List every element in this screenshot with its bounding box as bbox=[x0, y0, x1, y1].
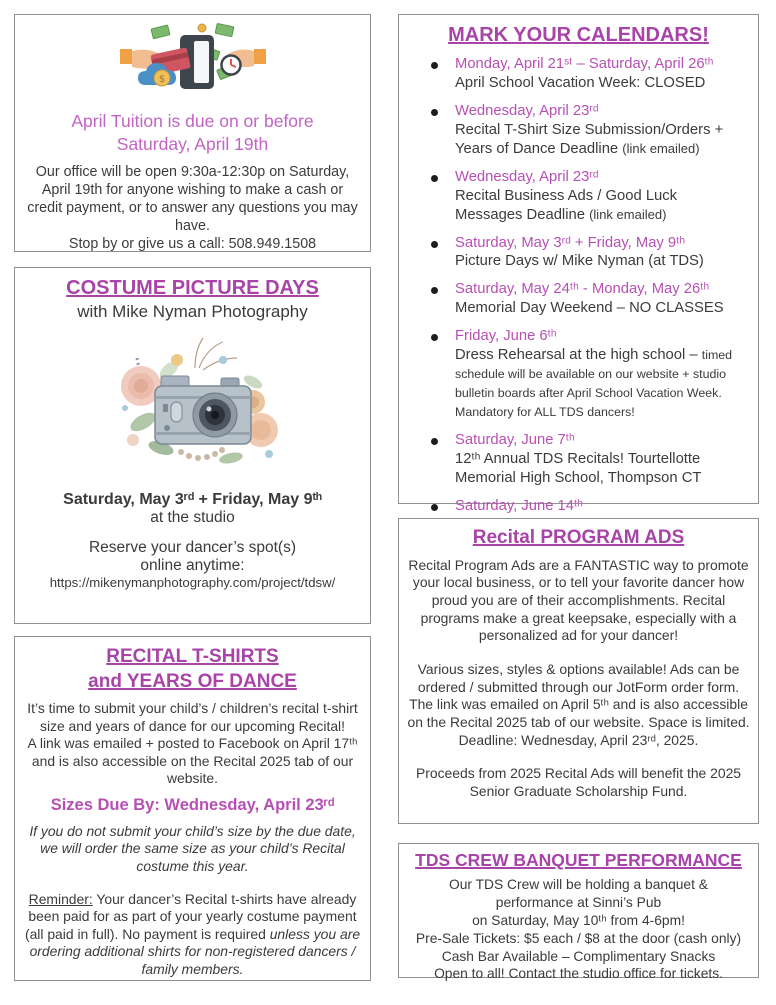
tshirt-para1: It’s time to submit your child’s / children’s recital t-shirt size and years of dance for our upcoming Recital! bbox=[27, 700, 358, 734]
event-desc-text: Recital Business Ads / Good Luck Messages Deadline bbox=[455, 187, 678, 223]
reminder-text: Your dancer’s Recital t-shirts have already been paid for as part of your yearly costume payment (all paid in full). No payment is required bbox=[24, 890, 357, 942]
event-small-text: timed schedule will be available on our website + studio bulletin boards after April School Vacation Week. Mandatory for ALL TDS dancers! bbox=[455, 348, 733, 419]
april-tuition-box bbox=[14, 14, 371, 252]
event-desc bbox=[455, 450, 748, 488]
event-desc-text: April School Vacation Week: CLOSED bbox=[455, 74, 706, 91]
reminder-italic-text: unless you are ordering additional shirts for non-registered dancers / family members. bbox=[29, 925, 361, 977]
tuition-heading-line2: Saturday, April 19th bbox=[116, 133, 269, 154]
event-desc-text: 12ᵗʰ Annual TDS Recitals! Tourtellotte Memorial High School, Thompson CT bbox=[455, 450, 702, 486]
picture-days-title: COSTUME PICTURE DAYS bbox=[66, 277, 319, 299]
event-date: Saturday, June 7ᵗʰ bbox=[455, 431, 575, 448]
picture-days-dates: Saturday, May 3ʳᵈ + Friday, May 9ᵗʰ bbox=[63, 491, 322, 508]
recital-program-ads-box bbox=[398, 518, 759, 824]
event-desc-text: Memorial Day Weekend – NO CLASSES bbox=[455, 300, 724, 317]
reminder-label: Reminder: bbox=[28, 890, 93, 907]
program-ads-para3: Proceeds from 2025 Recital Ads will benefit the 2025 Senior Graduate Scholarship Fund. bbox=[415, 765, 742, 799]
event-date: Wednesday, April 23ʳᵈ bbox=[455, 102, 599, 119]
event-desc bbox=[455, 299, 748, 318]
event-note: (link emailed) bbox=[622, 140, 700, 156]
program-ads-para2: Various sizes, styles & options available! Ads can be ordered / submitted through our JotForm order form. The link was emailed on April 5ᵗʰ and is also accessible on the Recital 2025 tab of our website. Space is limited. Deadline: Wednesday, April 23ʳᵈ, 2025. bbox=[407, 661, 750, 748]
camera-flowers-illustration-icon bbox=[23, 330, 362, 485]
mark-your-calendars-box bbox=[398, 14, 759, 514]
event-desc bbox=[455, 252, 748, 271]
calendar-event bbox=[409, 280, 748, 318]
event-desc bbox=[455, 121, 748, 159]
calendar-event-list bbox=[409, 55, 748, 535]
banquet-title: TDS CREW BANQUET PERFORMANCE bbox=[415, 850, 742, 870]
event-desc-text: Recital T-Shirt Size Submission/Orders + Years of Dance Deadline bbox=[455, 121, 724, 157]
reserve-line1: Reserve your dancer’s spot(s) bbox=[88, 539, 297, 556]
reserve-line2: online anytime: bbox=[140, 557, 245, 574]
event-desc bbox=[455, 346, 748, 422]
tshirt-reminder bbox=[24, 891, 361, 979]
event-desc bbox=[455, 74, 748, 93]
calendar-event bbox=[409, 234, 748, 272]
event-note: (link emailed) bbox=[589, 206, 667, 222]
event-date: Friday, June 6ᵗʰ bbox=[455, 328, 557, 345]
picture-days-subtitle: with Mike Nyman Photography bbox=[77, 302, 308, 321]
banquet-line: Open to all! Contact the studio office for tickets. bbox=[434, 966, 723, 982]
program-ads-title: Recital PROGRAM ADS bbox=[472, 527, 685, 548]
svg-text:$: $ bbox=[158, 74, 165, 85]
payment-illustration-icon bbox=[23, 23, 362, 106]
calendar-event bbox=[409, 55, 748, 93]
costume-picture-days-box bbox=[14, 267, 371, 624]
picture-days-location: at the studio bbox=[150, 509, 235, 526]
tuition-call-line: Stop by or give us a call: 508.949.1508 bbox=[68, 235, 317, 252]
tuition-body-text: Our office will be open 9:30a-12:30p on Saturday, April 19th for anyone wishing to make a cash or credit payment, or to answer any questions you may have. bbox=[27, 163, 358, 234]
event-date: Saturday, May 3ʳᵈ + Friday, May 9ᵗʰ bbox=[455, 234, 686, 251]
banquet-line: on Saturday, May 10ᵗʰ from 4-6pm! bbox=[472, 912, 685, 928]
tshirt-title-line1: RECITAL T-SHIRTS bbox=[106, 646, 279, 667]
calendars-title: MARK YOUR CALENDARS! bbox=[448, 24, 709, 46]
event-desc-text: Picture Days w/ Mike Nyman (at TDS) bbox=[455, 253, 704, 270]
tshirt-title-line2: and YEARS OF DANCE bbox=[88, 670, 297, 692]
calendar-event bbox=[409, 431, 748, 488]
event-date: Wednesday, April 23ʳᵈ bbox=[455, 168, 599, 185]
program-ads-para1: Recital Program Ads are a FANTASTIC way to promote your local business, or to tell your favorite dancer how proud you are of their accomplishments. Recital programs make a great keepsake, especially with a personalized ad for your dancer! bbox=[408, 556, 749, 644]
event-desc-text: Dress Rehearsal at the high school – bbox=[455, 347, 702, 364]
tshirt-para2: A link was emailed + posted to Facebook on April 17ᵗʰ and is also accessible on the Recital 2025 tab of our website. bbox=[27, 735, 358, 787]
calendar-event bbox=[409, 168, 748, 225]
reservation-url-link[interactable]: https://mikenymanphotography.com/project/tdsw/ bbox=[49, 575, 336, 590]
banquet-line: Cash Bar Available – Complimentary Snacks bbox=[441, 948, 716, 964]
banquet-line: Our TDS Crew will be holding a banquet & bbox=[449, 876, 708, 892]
calendar-event bbox=[409, 102, 748, 159]
event-date: Saturday, May 24ᵗʰ - Monday, May 26ᵗʰ bbox=[455, 281, 710, 298]
calendar-event bbox=[409, 327, 748, 422]
event-desc bbox=[455, 187, 748, 225]
recital-tshirts-box bbox=[14, 636, 371, 981]
banquet-line: Pre-Sale Tickets: $5 each / $8 at the door (cash only) bbox=[415, 930, 742, 946]
banquet-line: performance at Sinni’s Pub bbox=[495, 894, 662, 910]
event-date: Monday, April 21ˢᵗ – Saturday, April 26ᵗʰ bbox=[455, 56, 714, 72]
tuition-heading-line1: April Tuition is due on or before bbox=[71, 111, 314, 131]
sizes-due-heading: Sizes Due By: Wednesday, April 23ʳᵈ bbox=[50, 795, 335, 814]
tds-crew-banquet-box bbox=[398, 843, 759, 982]
event-date: Saturday, June 14ᵗʰ bbox=[455, 497, 583, 514]
tshirt-italic-note: If you do not submit your child’s size by the due date, we will order the same size as your child’s Recital costume this year. bbox=[29, 822, 356, 874]
